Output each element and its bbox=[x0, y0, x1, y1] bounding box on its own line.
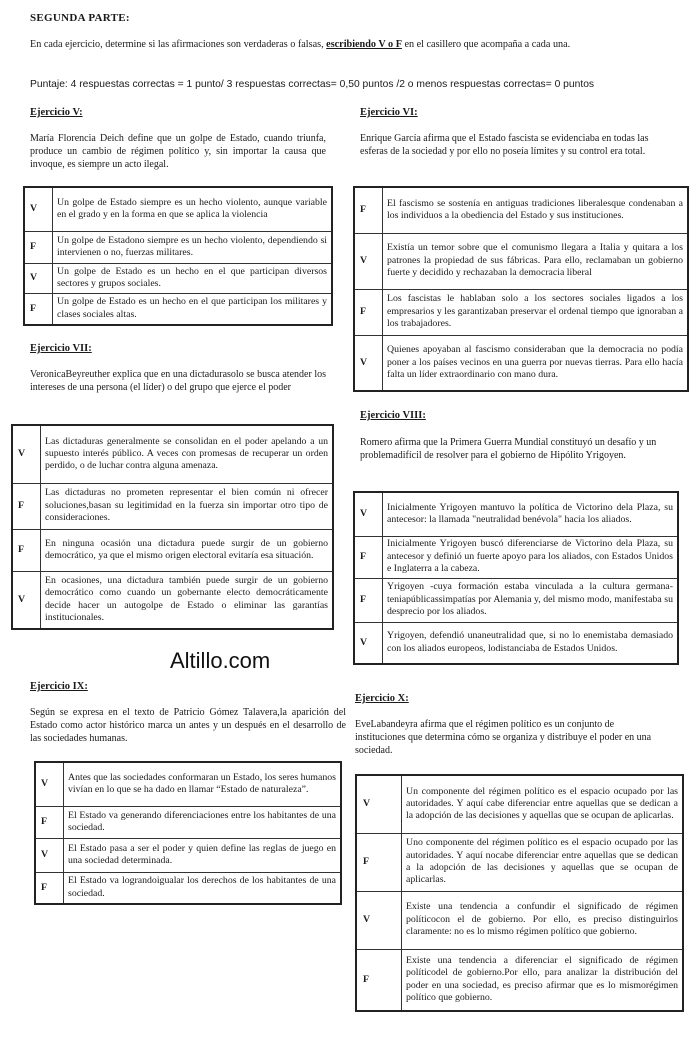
exercise-ix-table bbox=[34, 761, 342, 905]
statement-cell: Un golpe de Estado es un hecho en el que participan diversos sectores y grupos sociales. bbox=[53, 263, 333, 293]
answer-cell[interactable]: V bbox=[354, 492, 383, 536]
table-row bbox=[354, 233, 688, 289]
exercise-vii-title: Ejercicio VII: bbox=[30, 343, 92, 354]
answer-cell[interactable]: F bbox=[354, 289, 383, 335]
exercise-x-text: EveLabandeyra afirma que el régimen político es un conjunto de instituciones que determina cómo se organiza y distribuye el poder en una sociedad. bbox=[355, 719, 652, 756]
table-row bbox=[35, 762, 341, 806]
statement-cell: El Estado va generando diferenciaciones entre los habitantes de una sociedad. bbox=[64, 806, 342, 838]
exercise-v-text: María Florencia Deich define que un golpe de Estado, cuando triunfa, produce un cambio de régimen político y, sin importar la causa que invoque, es siempre un acto ilegal. bbox=[30, 133, 326, 170]
answer-cell[interactable]: F bbox=[354, 187, 383, 233]
statement-cell: El Estado pasa a ser el poder y quien define las reglas de juego en una sociedad determinada. bbox=[64, 838, 342, 872]
table-row bbox=[354, 578, 678, 622]
exercise-viii-text: Romero afirma que la Primera Guerra Mundial constituyó un desafío y un problemadifícil de resolver para el gobierno de Hipólito Yrigoyen. bbox=[360, 437, 657, 461]
statement-cell: Antes que las sociedades conformaran un Estado, los seres humanos vivían en lo que se ha dado en llamar “Estado de naturaleza”. bbox=[64, 762, 342, 806]
exercise-x-table bbox=[355, 774, 684, 1012]
exercise-vii-table bbox=[11, 424, 334, 630]
exercise-x-title: Ejercicio X: bbox=[355, 693, 409, 704]
table-row bbox=[354, 187, 688, 233]
statement-cell: Un componente del régimen político es el espacio ocupado por las autoridades. Y aquí cabe diferenciar entre aquellas que se dedican a la adopción de las decisiones y aquellas que se ocupan de aplicarlas. bbox=[402, 775, 684, 833]
statement-cell: El fascismo se sostenía en antiguas tradiciones liberalesque condenaban a los individuos a la obediencia del Estado y sus instituciones. bbox=[383, 187, 689, 233]
statement-cell: Existe una tendencia a confundir el significado de régimen políticocon el de gobierno. Por ello, es preciso distinguirlos claramente: no es lo mismo régimen político que gobierno. bbox=[402, 891, 684, 949]
statement-cell: Un golpe de Estado es un hecho en el que participan los militares y clases sociales altas. bbox=[53, 293, 333, 325]
answer-cell[interactable]: V bbox=[354, 335, 383, 391]
answer-cell[interactable]: V bbox=[12, 571, 41, 629]
exercise-v-title: Ejercicio V: bbox=[30, 107, 83, 118]
answer-cell[interactable]: F bbox=[24, 293, 53, 325]
table-row bbox=[354, 335, 688, 391]
statement-cell: Inicialmente Yrigoyen buscó diferenciarse de Victorino dela Plaza, su antecesor y definió un fuerte apoyo para los aliados, con Estados Unidos e Inglaterra a la cabeza. bbox=[383, 536, 679, 578]
exercise-ix-text: Según se expresa en el texto de Patricio Gómez Talavera,la aparición del Estado como actor histórico marca un antes y un después en el desarrollo de las sociedades humanas. bbox=[30, 707, 346, 744]
table-row bbox=[35, 838, 341, 872]
statement-cell: En ocasiones, una dictadura también puede surgir de un gobierno democrático como cuando un gobernante electo democráticamente decide hacer un autogolpe de Estado o eliminar las garantías institucionales. bbox=[41, 571, 334, 629]
statement-cell: Uno componente del régimen político es el espacio ocupado por las autoridades. Y aquí nocabe diferenciar entre aquellas que se dedican a la adopción de las decisiones y aquellas que se ocupan de aplicarlas. bbox=[402, 833, 684, 891]
answer-cell[interactable]: V bbox=[35, 762, 64, 806]
table-row bbox=[354, 289, 688, 335]
table-row bbox=[356, 949, 683, 1011]
answer-cell[interactable]: V bbox=[24, 187, 53, 231]
site-logo: Altillo.com bbox=[170, 648, 271, 673]
statement-cell: Yrigoyen, defendió unaneutralidad que, si no lo enemistaba demasiado con los aliados europeos, lodistanciaba de Estados Unidos. bbox=[383, 622, 679, 664]
exercise-ix-title: Ejercicio IX: bbox=[30, 681, 88, 692]
statement-cell: Un golpe de Estadono siempre es un hecho violento, dependiendo si intervienen o no, fuerzas militares. bbox=[53, 231, 333, 263]
exercise-viii-table bbox=[353, 491, 679, 665]
statement-cell: En ninguna ocasión una dictadura puede surgir de un gobierno democrático, ya que el mismo origen electoral evitaría esa situación. bbox=[41, 529, 334, 571]
exercise-v-table bbox=[23, 186, 333, 326]
exercise-vi-table bbox=[353, 186, 689, 392]
answer-cell[interactable]: F bbox=[12, 483, 41, 529]
table-row bbox=[354, 492, 678, 536]
exercise-vi-title: Ejercicio VI: bbox=[360, 107, 418, 118]
answer-cell[interactable]: F bbox=[356, 949, 402, 1011]
statement-cell: Existe una tendencia a diferenciar el significado de régimen políticodel de gobierno.Por ello, para analizar la distribución del poder en una sociedad, es preciso afirmar que es lo mismorégimen político que gobierno. bbox=[402, 949, 684, 1011]
table-row bbox=[24, 231, 332, 263]
statement-cell: Las dictaduras no prometen representar el bien común ni ofrecer soluciones,basan su legitimidad en la fuerza sin importar otro tipo de consideraciones. bbox=[41, 483, 334, 529]
section-title: SEGUNDA PARTE: bbox=[30, 12, 130, 24]
answer-cell[interactable]: F bbox=[24, 231, 53, 263]
answer-cell[interactable]: F bbox=[35, 806, 64, 838]
table-row bbox=[356, 775, 683, 833]
exercise-vii-text: VeronicaBeyreuther explica que en una dictadurasolo se busca atender los intereses de una persona (el líder) o del grupo que ejerce el poder bbox=[30, 369, 326, 393]
table-row bbox=[24, 293, 332, 325]
statement-cell: El Estado va lograndoigualar los derechos de los habitantes de una sociedad. bbox=[64, 872, 342, 904]
answer-cell[interactable]: F bbox=[354, 578, 383, 622]
exercise-viii-title: Ejercicio VIII: bbox=[360, 410, 426, 421]
table-row bbox=[35, 806, 341, 838]
scoring-rules: Puntaje: 4 respuestas correctas = 1 punto/ 3 respuestas correctas= 0,50 puntos /2 o menos respuestas correctas= 0 puntos bbox=[30, 79, 595, 90]
table-row bbox=[356, 891, 683, 949]
table-row bbox=[12, 571, 333, 629]
answer-cell[interactable]: F bbox=[354, 536, 383, 578]
answer-cell[interactable]: V bbox=[12, 425, 41, 483]
instructions: En cada ejercicio, determine si las afirmaciones son verdaderas o falsas, escribiendo V o F en el casillero que acompaña a cada una. bbox=[30, 39, 571, 50]
statement-cell: Quienes apoyaban al fascismo consideraban que la democracia no podía poner a los países vecinos en una guerra por nuevas tierras. Para ello hacía falta un líder extraordinario con mano dura. bbox=[383, 335, 689, 391]
statement-cell: Las dictaduras generalmente se consolidan en el poder apelando a un supuesto interés público. A veces con promesas de recuperar un orden perdido, o de luchar contra alguna amenaza. bbox=[41, 425, 334, 483]
statement-cell: Los fascistas le hablaban solo a los sectores sociales ligados a los empresarios y les garantizaban preservar el ordenal tiempo que ignoraban a los trabajadores. bbox=[383, 289, 689, 335]
table-row bbox=[12, 425, 333, 483]
table-row bbox=[35, 872, 341, 904]
table-row bbox=[24, 187, 332, 231]
statement-cell: Yrigoyen -cuya formación estaba vinculada a la cultura germana-teniapúblicassimpatías por Alemania y, del mismo modo, manifestaba su desprecio por los aliados. bbox=[383, 578, 679, 622]
answer-cell[interactable]: F bbox=[12, 529, 41, 571]
answer-cell[interactable]: F bbox=[356, 833, 402, 891]
table-row bbox=[12, 483, 333, 529]
table-row bbox=[354, 536, 678, 578]
table-row bbox=[356, 833, 683, 891]
answer-cell[interactable]: F bbox=[35, 872, 64, 904]
answer-cell[interactable]: V bbox=[24, 263, 53, 293]
answer-cell[interactable]: V bbox=[356, 775, 402, 833]
statement-cell: Inicialmente Yrigoyen mantuvo la política de Victorino dela Plaza, su antecesor: la llamada "neutralidad benévola" hacia los aliados. bbox=[383, 492, 679, 536]
answer-cell[interactable]: V bbox=[356, 891, 402, 949]
statement-cell: Un golpe de Estado siempre es un hecho violento, aunque variable en el grado y en la forma en que se aplica la violencia bbox=[53, 187, 333, 231]
answer-cell[interactable]: V bbox=[35, 838, 64, 872]
statement-cell: Existía un temor sobre que el comunismo llegara a Italia y quitara a los patrones la propiedad de sus fábricas. Para ello, reclamaban un gobierno fuerte y decidido y rechazaban la democracia liberal bbox=[383, 233, 689, 289]
table-row bbox=[12, 529, 333, 571]
answer-cell[interactable]: V bbox=[354, 622, 383, 664]
answer-cell[interactable]: V bbox=[354, 233, 383, 289]
table-row bbox=[354, 622, 678, 664]
table-row bbox=[24, 263, 332, 293]
exercise-vi-text: Enrique García afirma que el Estado fascista se evidenciaba en todas las esferas de la sociedad y por ello no poseía límites y su control era total. bbox=[360, 133, 649, 157]
